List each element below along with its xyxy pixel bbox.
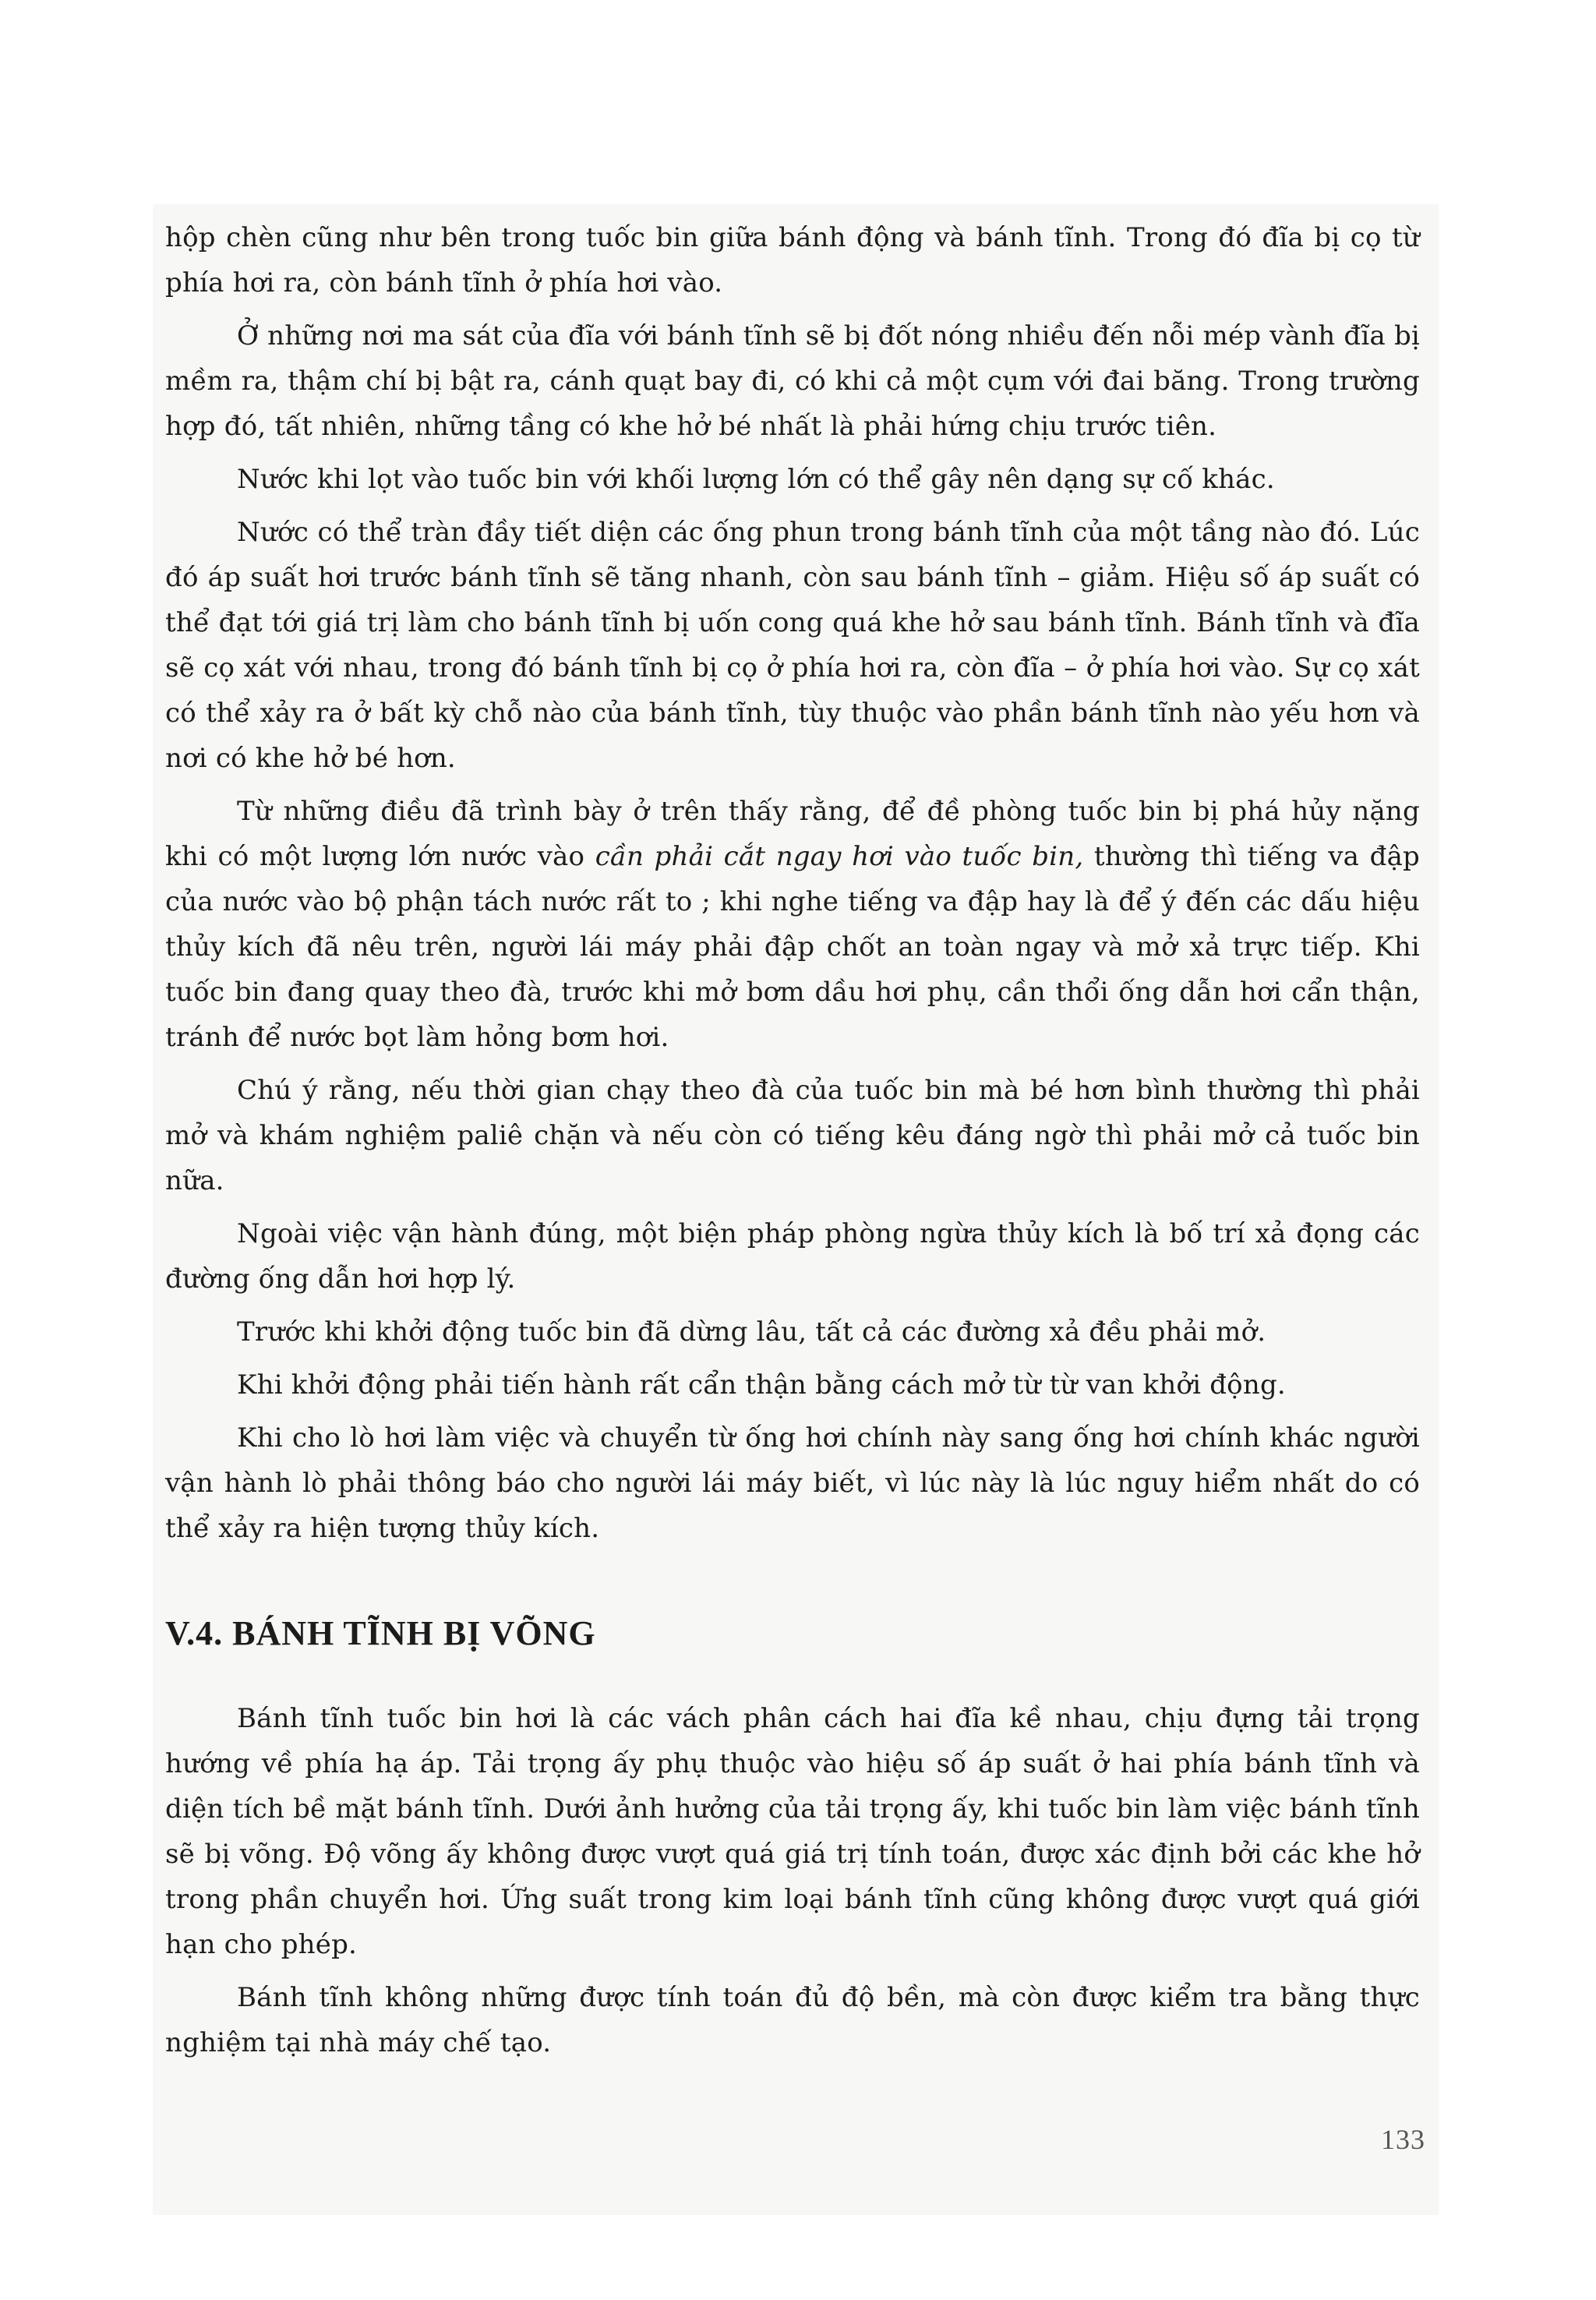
page-number: 133 bbox=[1381, 2124, 1425, 2155]
section-heading: V.4. BÁNH TĨNH BỊ VÕNG bbox=[165, 1614, 596, 1652]
paragraph: Trước khi khởi động tuốc bin đã dừng lâu, tất cả các đường xả đều phải mở. bbox=[237, 1316, 1266, 1348]
paragraph: Bánh tĩnh không những được tính toán đủ độ bền, mà còn được kiểm tra bằng thực nghiệm tại nhà máy chế tạo. bbox=[165, 1982, 1420, 2058]
paragraph-with-emphasis bbox=[165, 789, 1420, 1060]
page-content bbox=[165, 215, 1420, 2073]
paragraph-text: thường thì tiếng va đập của nước vào bộ phận tách nước rất to ; khi nghe tiếng va đập hay là để ý đến các dấu hiệu thủy kích đã nêu trên, người lái máy phải đập chốt an toàn ngay và mở xả trực tiếp. Khi tuốc bin đang quay theo đà, trước khi mở bơm dầu hơi phụ, cần thổi ống dẫn hơi cẩn thận, tránh để nước bọt làm hỏng bơm hơi. bbox=[165, 841, 1421, 1053]
paragraph: hộp chèn cũng như bên trong tuốc bin giữa bánh động và bánh tĩnh. Trong đó đĩa bị cọ từ phía hơi ra, còn bánh tĩnh ở phía hơi vào. bbox=[165, 222, 1420, 299]
paragraph: Khi khởi động phải tiến hành rất cẩn thận bằng cách mở từ từ van khởi động. bbox=[237, 1369, 1286, 1401]
paragraph-text: Từ những điều đã trình bày ở trên thấy rằng, để đề phòng tuốc bin bị phá hủy nặng khi có một lượng lớn nước vào bbox=[165, 796, 1420, 872]
paragraph: Ngoài việc vận hành đúng, một biện pháp phòng ngừa thủy kích là bố trí xả đọng các đường ống dẫn hơi hợp lý. bbox=[165, 1218, 1420, 1295]
paragraph: Nước có thể tràn đầy tiết diện các ống phun trong bánh tĩnh của một tầng nào đó. Lúc đó áp suất hơi trước bánh tĩnh sẽ tăng nhanh, còn sau bánh tĩnh – giảm. Hiệu số áp suất có thể đạt tới giá trị làm cho bánh tĩnh bị uốn cong quá khe hở sau bánh tĩnh. Bánh tĩnh và đĩa sẽ cọ xát với nhau, trong đó bánh tĩnh bị cọ ở phía hơi ra, còn đĩa – ở phía hơi vào. Sự cọ xát có thể xảy ra ở bất kỳ chỗ nào của bánh tĩnh, tùy thuộc vào phần bánh tĩnh nào yếu hơn và nơi có khe hở bé hơn. bbox=[165, 517, 1420, 774]
paragraph: Ở những nơi ma sát của đĩa với bánh tĩnh sẽ bị đốt nóng nhiều đến nỗi mép vành đĩa bị mềm ra, thậm chí bị bật ra, cánh quạt bay đi, có khi cả một cụm với đai băng. Trong trường hợp đó, tất nhiên, những tầng có khe hở bé nhất là phải hứng chịu trước tiên. bbox=[165, 320, 1420, 442]
emphasis-text: cần phải cắt ngay hơi vào tuốc bin, bbox=[595, 841, 1084, 872]
paragraph: Bánh tĩnh tuốc bin hơi là các vách phân cách hai đĩa kề nhau, chịu đựng tải trọng hướng về phía hạ áp. Tải trọng ấy phụ thuộc vào hiệu số áp suất ở hai phía bánh tĩnh và diện tích bề mặt bánh tĩnh. Dưới ảnh hưởng của tải trọng ấy, khi tuốc bin làm việc bánh tĩnh sẽ bị võng. Độ võng ấy không được vượt quá giá trị tính toán, được xác định bởi các khe hở trong phần chuyển hơi. Ứng suất trong kim loại bánh tĩnh cũng không được vượt quá giới hạn cho phép. bbox=[165, 1703, 1420, 1960]
paragraph: Khi cho lò hơi làm việc và chuyển từ ống hơi chính này sang ống hơi chính khác người vận hành lò phải thông báo cho người lái máy biết, vì lúc này là lúc nguy hiểm nhất do có thể xảy ra hiện tượng thủy kích. bbox=[165, 1422, 1420, 1544]
paragraph: Nước khi lọt vào tuốc bin với khối lượng lớn có thể gây nên dạng sự cố khác. bbox=[237, 464, 1275, 495]
paragraph: Chú ý rằng, nếu thời gian chạy theo đà của tuốc bin mà bé hơn bình thường thì phải mở và khám nghiệm paliê chặn và nếu còn có tiếng kêu đáng ngờ thì phải mở cả tuốc bin nữa. bbox=[165, 1075, 1420, 1196]
